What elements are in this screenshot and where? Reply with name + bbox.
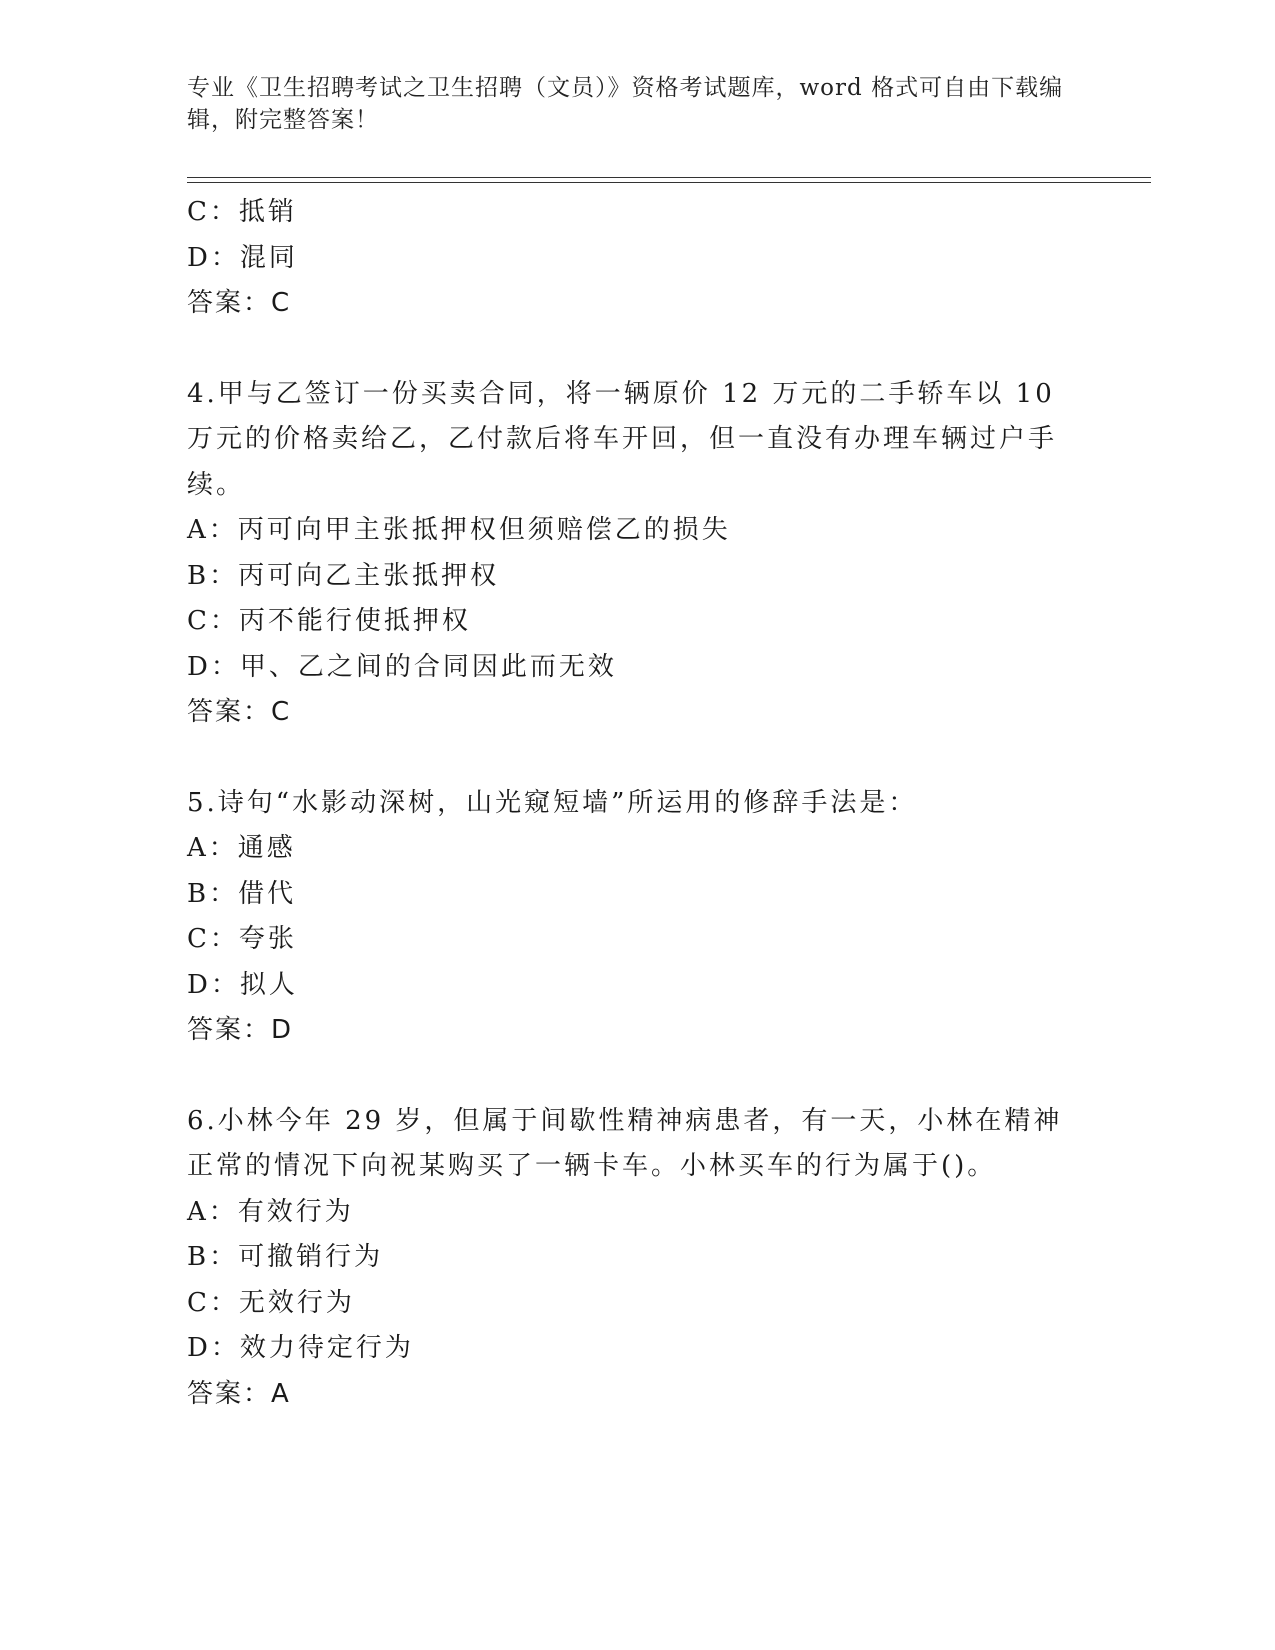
question-4: [187, 372, 1087, 736]
option-c: C：丙不能行使抵押权: [187, 606, 471, 636]
answer-line: 答案：A: [187, 1378, 291, 1409]
option-d: D：效力待定行为: [187, 1333, 414, 1363]
option-d: D：甲、乙之间的合同因此而无效: [187, 651, 617, 682]
header-rule-top: [187, 177, 1151, 178]
option-c: C：抵销: [187, 197, 297, 227]
spacer: [187, 327, 1087, 372]
option-c: C：无效行为: [187, 1287, 355, 1318]
option-d: D：拟人: [187, 969, 298, 1000]
header-rule-bottom: [187, 182, 1151, 183]
spacer: [187, 1054, 1087, 1099]
option-a: A：有效行为: [187, 1196, 354, 1227]
option-b: B：借代: [187, 878, 297, 909]
question-text: 6.小林今年 29 岁，但属于间歇性精神病患者，有一天，小林在精神正常的情况下向祝某购买了一辆卡车。小林买车的行为属于()。: [187, 1105, 1063, 1181]
answer-line: 答案：C: [187, 697, 292, 727]
question-text: 5.诗句“水影动深树，山光窥短墙”所运用的修辞手法是：: [187, 787, 918, 818]
document-header: 专业《卫生招聘考试之卫生招聘（文员）》资格考试题库，word 格式可自由下载编辑，附完整答案！: [187, 75, 1064, 133]
option-a: A：通感: [187, 833, 296, 863]
question-6: [187, 1099, 1087, 1418]
question-5: [187, 781, 1087, 1054]
question-list: [187, 190, 1087, 1417]
option-d: D：混同: [187, 242, 298, 273]
answer-line: 答案：D: [187, 1015, 294, 1045]
carryover-question: [187, 190, 1087, 327]
option-a: A：丙可向甲主张抵押权但须赔偿乙的损失: [187, 515, 731, 545]
answer-line: 答案：C: [187, 288, 292, 318]
option-c: C：夸张: [187, 924, 297, 954]
option-b: B：可撤销行为: [187, 1242, 384, 1272]
question-text: 4.甲与乙签订一份买卖合同，将一辆原价 12 万元的二手轿车以 10 万元的价格卖给乙，乙付款后将车开回，但一直没有办理车辆过户手续。: [187, 378, 1058, 500]
option-b: B：丙可向乙主张抵押权: [187, 560, 500, 591]
spacer: [187, 736, 1087, 781]
